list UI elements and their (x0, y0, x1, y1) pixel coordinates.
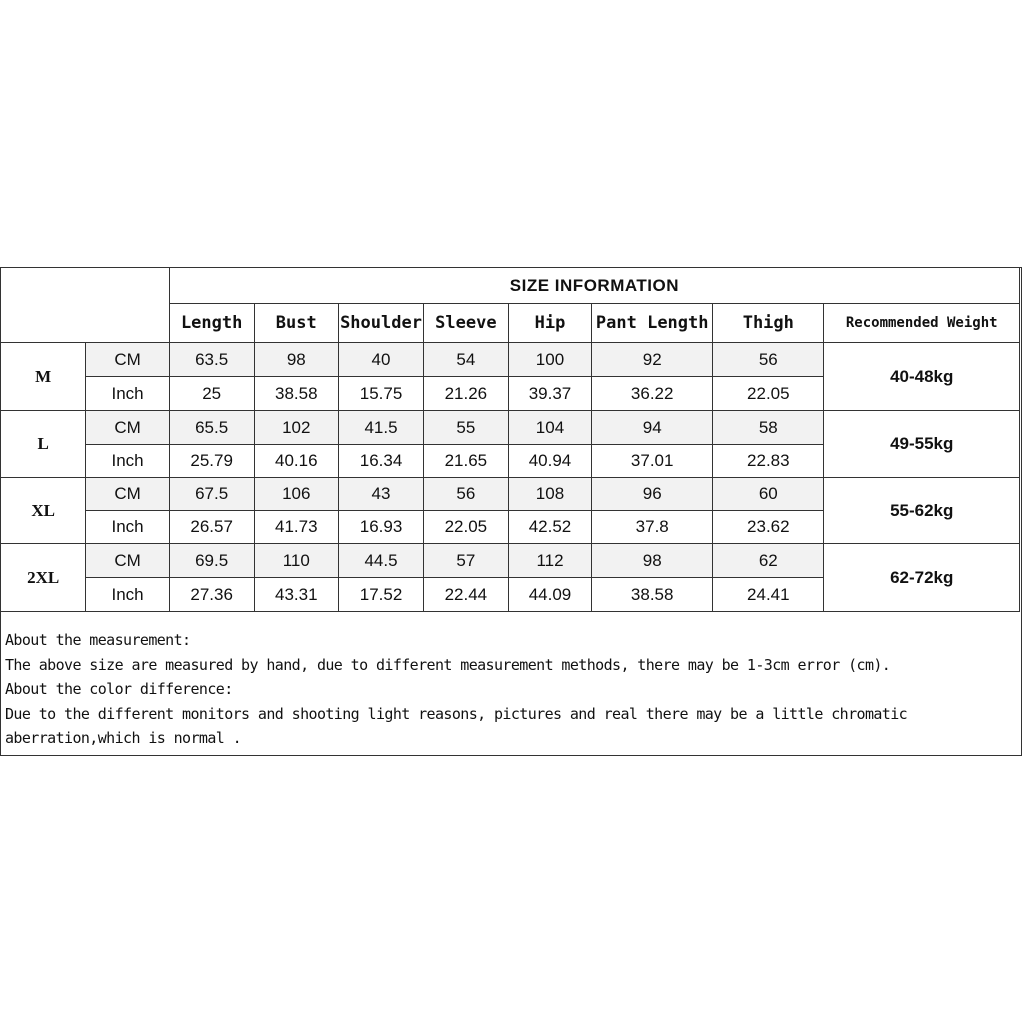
cell-value: 37.8 (592, 511, 713, 544)
header-bust: Bust (254, 304, 339, 343)
unit-label: CM (86, 411, 169, 445)
cell-value: 98 (592, 544, 713, 578)
unit-label: CM (86, 544, 169, 578)
table-title: SIZE INFORMATION (169, 268, 1019, 304)
header-shoulder: Shoulder (339, 304, 424, 343)
cell-value: 55 (424, 411, 509, 445)
weight-2xl: 62-72kg (824, 544, 1020, 612)
cell-value: 27.36 (169, 578, 254, 612)
cell-value: 43.31 (254, 578, 339, 612)
cell-value: 62 (713, 544, 824, 578)
cell-value: 39.37 (508, 377, 592, 411)
size-table (0, 267, 1020, 612)
cell-value: 56 (424, 478, 509, 511)
note-line: Due to the different monitors and shooting light reasons, pictures and real there may be a little chromatic aberration,which is normal . (5, 704, 916, 747)
cell-value: 25.79 (169, 445, 254, 478)
cell-value: 21.65 (424, 445, 509, 478)
header-length: Length (169, 304, 254, 343)
cell-value: 98 (254, 343, 339, 377)
table-row (1, 411, 1020, 445)
size-label-2xl: 2XL (1, 544, 86, 612)
unit-label: Inch (86, 377, 169, 411)
header-sleeve: Sleeve (424, 304, 509, 343)
cell-value: 44.09 (508, 578, 592, 612)
cell-value: 44.5 (339, 544, 424, 578)
table-row (1, 343, 1020, 377)
corner-cell (1, 268, 170, 343)
cell-value: 37.01 (592, 445, 713, 478)
cell-value: 63.5 (169, 343, 254, 377)
cell-value: 94 (592, 411, 713, 445)
size-chart (0, 267, 1022, 756)
cell-value: 24.41 (713, 578, 824, 612)
size-label-m: M (1, 343, 86, 411)
weight-l: 49-55kg (824, 411, 1020, 478)
unit-label: CM (86, 343, 169, 377)
header-pant-length: Pant Length (592, 304, 713, 343)
cell-value: 42.52 (508, 511, 592, 544)
note-line: About the measurement: (5, 631, 191, 649)
unit-label: CM (86, 478, 169, 511)
cell-value: 100 (508, 343, 592, 377)
cell-value: 96 (592, 478, 713, 511)
cell-value: 38.58 (254, 377, 339, 411)
weight-xl: 55-62kg (824, 478, 1020, 544)
cell-value: 26.57 (169, 511, 254, 544)
unit-label: Inch (86, 445, 169, 478)
unit-label: Inch (86, 511, 169, 544)
cell-value: 108 (508, 478, 592, 511)
cell-value: 57 (424, 544, 509, 578)
cell-value: 110 (254, 544, 339, 578)
cell-value: 112 (508, 544, 592, 578)
cell-value: 43 (339, 478, 424, 511)
cell-value: 56 (713, 343, 824, 377)
cell-value: 21.26 (424, 377, 509, 411)
weight-m: 40-48kg (824, 343, 1020, 411)
cell-value: 16.34 (339, 445, 424, 478)
cell-value: 38.58 (592, 578, 713, 612)
cell-value: 104 (508, 411, 592, 445)
note-line: The above size are measured by hand, due to different measurement methods, there may be 1-3cm error (cm). (5, 655, 891, 674)
cell-value: 22.44 (424, 578, 509, 612)
measurement-notes (5, 628, 1019, 751)
cell-value: 60 (713, 478, 824, 511)
cell-value: 22.05 (713, 377, 824, 411)
cell-value: 106 (254, 478, 339, 511)
cell-value: 22.05 (424, 511, 509, 544)
cell-value: 41.73 (254, 511, 339, 544)
cell-value: 22.83 (713, 445, 824, 478)
cell-value: 16.93 (339, 511, 424, 544)
header-recommended-weight: Recommended Weight (824, 304, 1020, 343)
note-line: About the color difference: (5, 680, 233, 698)
unit-label: Inch (86, 578, 169, 612)
cell-value: 65.5 (169, 411, 254, 445)
cell-value: 54 (424, 343, 509, 377)
cell-value: 102 (254, 411, 339, 445)
table-row (1, 544, 1020, 578)
table-row (1, 478, 1020, 511)
cell-value: 69.5 (169, 544, 254, 578)
cell-value: 41.5 (339, 411, 424, 445)
size-label-l: L (1, 411, 86, 478)
cell-value: 25 (169, 377, 254, 411)
size-label-xl: XL (1, 478, 86, 544)
cell-value: 15.75 (339, 377, 424, 411)
cell-value: 40.94 (508, 445, 592, 478)
header-thigh: Thigh (713, 304, 824, 343)
cell-value: 40.16 (254, 445, 339, 478)
header-hip: Hip (508, 304, 592, 343)
cell-value: 36.22 (592, 377, 713, 411)
cell-value: 58 (713, 411, 824, 445)
cell-value: 17.52 (339, 578, 424, 612)
cell-value: 23.62 (713, 511, 824, 544)
cell-value: 67.5 (169, 478, 254, 511)
cell-value: 40 (339, 343, 424, 377)
cell-value: 92 (592, 343, 713, 377)
